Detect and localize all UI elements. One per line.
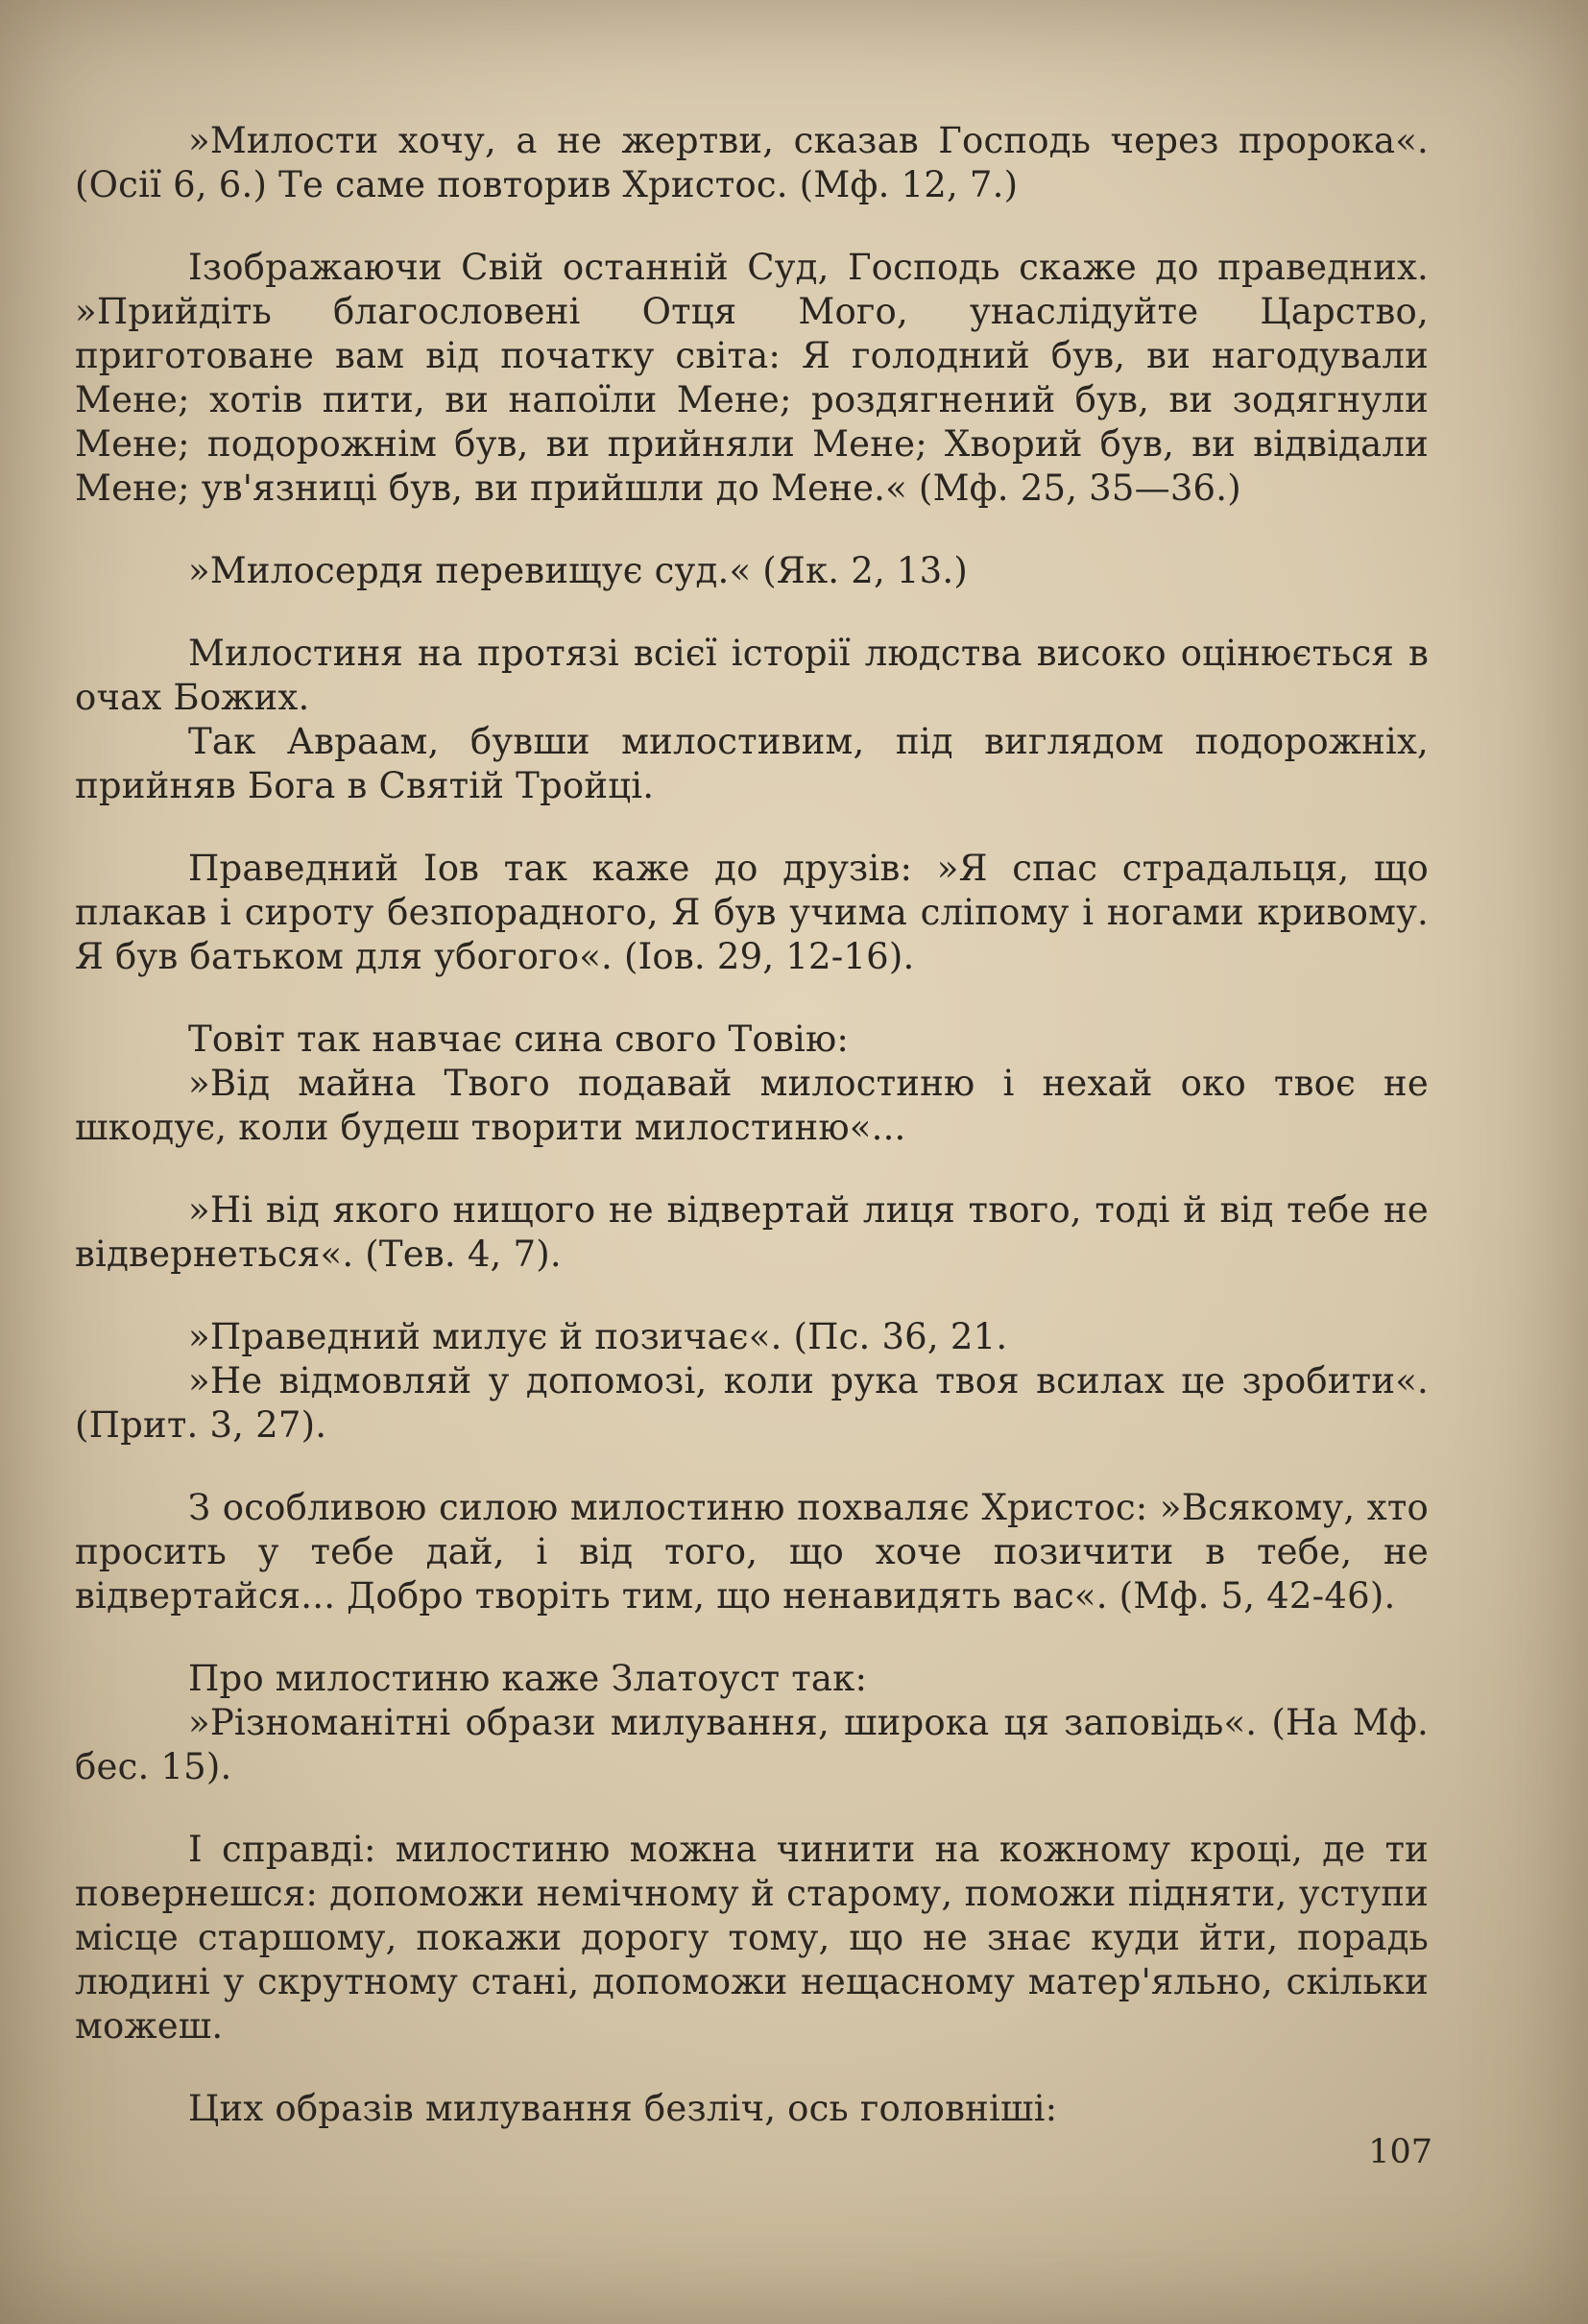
paragraph: »Милости хочу, а не жертви, сказав Господь через пророка«. (Осії 6, 6.) Те саме повторив Христос. (Мф. 12, 7.)	[75, 120, 1429, 205]
paragraph: І справді: милостиню можна чинити на кожному кроці, де ти повернешся: допоможи немічному й старому, поможи підняти, уступи місце старшому, покажи дорогу тому, що не знає куди йти, порадь людині у скрутному стані, допоможи нещасному матер'яльно, скільки можеш.	[75, 1829, 1429, 2047]
paragraph: »Різноманітні образи милування, широка ця заповідь«. (На Мф. бес. 15).	[75, 1702, 1429, 1787]
paragraph: Ізображаючи Свій останній Суд, Господь скаже до праведних. »Прийдіть благословені Отця Мого, унаслідуйте Царство, приготоване вам від початку світа: Я голодний був, ви нагодували Мене; хотів пити, ви напоїли Мене; роздягнений був, ви зодягнули Мене; подорожнім був, ви прийняли Мене; Хворий був, ви відвідали Мене; ув'язниці був, ви прийшли до Мене.« (Мф. 25, 35—36.)	[75, 247, 1429, 509]
paragraph: Про милостиню каже Златоуст так:	[188, 1658, 868, 1699]
body-text	[75, 119, 1429, 2131]
paragraph: Товіт так навчає сина свого Товію:	[188, 1018, 850, 1060]
paragraph: »Ні від якого нищого не відвертай лиця твого, тоді й від тебе не відвернеться«. (Тев. 4, 7).	[75, 1189, 1429, 1275]
paragraph: Праведний Іов так каже до друзів: »Я спас страдальця, що плакав і сироту безпорадного, Я був учима сліпому і ногами кривому. Я був батьком для убогого«. (Іов. 29, 12-16).	[75, 848, 1429, 977]
paragraph: Так Авраам, бувши милостивим, під виглядом подорожніх, прийняв Бога в Святій Тройці.	[75, 721, 1429, 806]
paragraph: »Не відмовляй у допомозі, коли рука твоя всилах це зробити«. (Прит. 3, 27).	[75, 1360, 1429, 1446]
paragraph: »Праведний милує й позичає«. (Пс. 36, 21.	[188, 1316, 1008, 1357]
paragraph: »Від майна Твого подавай милостиню і нехай око твоє не шкодує, коли будеш творити милостиню«...	[75, 1063, 1429, 1148]
paragraph: »Милосердя перевищує суд.« (Як. 2, 13.)	[188, 550, 968, 591]
paragraph: Милостиня на протязі всієї історії людства високо оцінюється в очах Божих.	[75, 633, 1429, 718]
paragraph: З особливою силою милостиню похваляє Христос: »Всякому, хто просить у тебе дай, і від того, що хоче позичити в тебе, не відвертайся... Добро творіть тим, що ненавидять вас«. (Мф. 5, 42-46).	[75, 1487, 1429, 1617]
paragraph: Цих образів милування безліч, ось головніші:	[188, 2088, 1058, 2129]
page-number: 107	[1368, 2133, 1432, 2171]
